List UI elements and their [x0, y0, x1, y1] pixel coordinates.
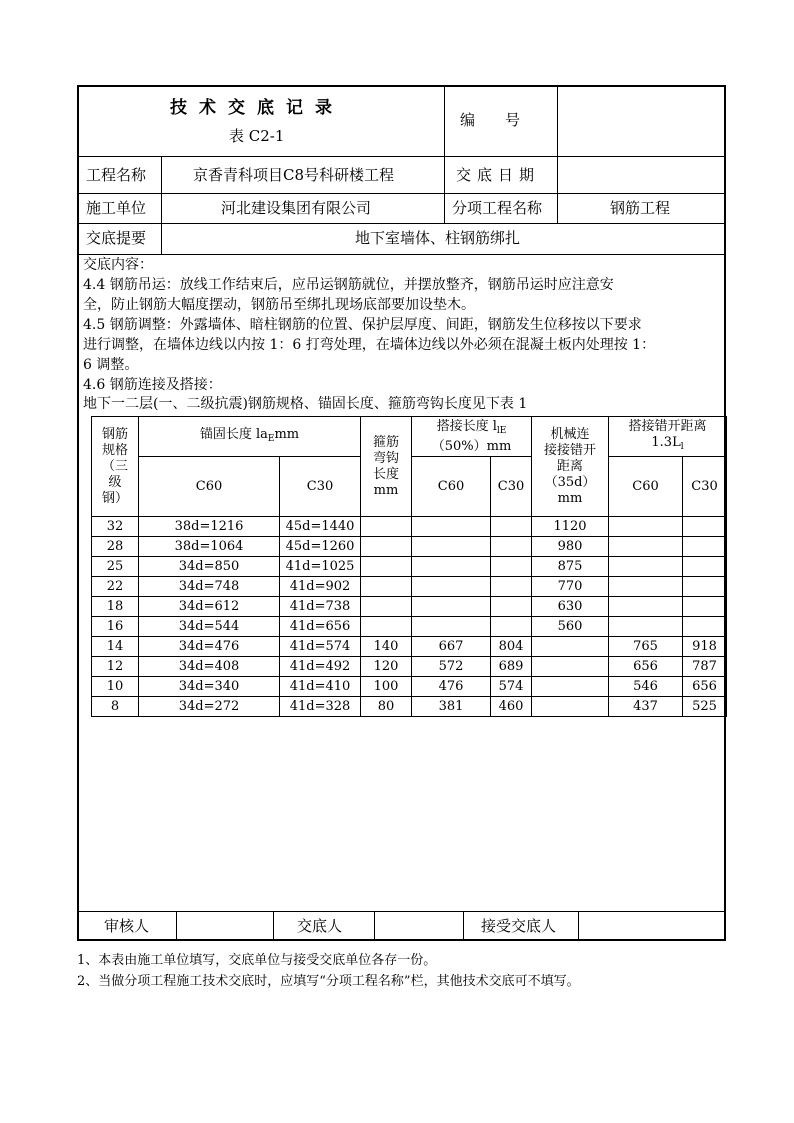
header-text: （50%）mm: [431, 438, 512, 454]
content-line: 4.4 钢筋吊运：放线工作结束后，应吊运钢筋就位，并摆放整齐，钢筋吊运时应注意安: [83, 277, 614, 293]
divider: [77, 193, 726, 194]
cell-stagger-c30: 918: [683, 637, 727, 657]
header-text: 钢筋: [101, 426, 128, 442]
cell-hook-length: [361, 517, 412, 537]
cell-lap-c30: [491, 557, 532, 577]
reviewer-label: 审核人: [104, 917, 150, 935]
form-number: 表 C2-1: [229, 127, 285, 145]
unit-value: 河北建设集团有限公司: [221, 199, 372, 217]
cell-lap-c60: [412, 517, 491, 537]
cell-steel-spec: 18: [92, 597, 139, 617]
header-text: 搭接错开距离: [628, 418, 707, 434]
cell-stagger-c30: [683, 537, 727, 557]
cell-anchor-c30: 45d=1260: [280, 537, 361, 557]
cell-anchor-c60: 34d=408: [139, 657, 280, 677]
header-text: 1.3L: [651, 434, 681, 450]
divider: [578, 911, 579, 941]
header-c30: C30: [491, 457, 532, 517]
cell-steel-spec: 8: [92, 697, 139, 717]
divider: [374, 911, 375, 941]
header-text: mm: [557, 490, 583, 506]
summary-label: 交底提要: [86, 229, 147, 247]
header-c30: C30: [280, 457, 361, 517]
header-steel-spec: [92, 417, 139, 517]
content-line: 全，防止钢筋大幅度摆动，钢筋吊至绑扎现场底部要加设垫木。: [83, 297, 475, 313]
header-text: 接接错开: [543, 442, 596, 458]
discloser-label: 交底人: [297, 917, 343, 935]
header-text: 级: [108, 474, 122, 490]
cell-stagger-c30: [683, 597, 727, 617]
cell-anchor-c60: 34d=612: [139, 597, 280, 617]
divider: [77, 911, 726, 912]
content-line: 地下一二层(一、二级抗震)钢筋规格、锚固长度、箍筋弯钩长度见下表 1: [83, 396, 528, 412]
cell-mech-stagger: 630: [532, 597, 609, 617]
divider: [463, 911, 464, 941]
cell-steel-spec: 32: [92, 517, 139, 537]
cell-stagger-c30: 525: [683, 697, 727, 717]
cell-stagger-c30: 787: [683, 657, 727, 677]
divider: [161, 156, 162, 254]
table-row: [92, 657, 727, 677]
divider: [444, 85, 445, 224]
subscript: l: [680, 441, 684, 452]
cell-lap-c60: [412, 577, 491, 597]
divider: [77, 254, 726, 255]
cell-anchor-c30: 41d=574: [280, 637, 361, 657]
cell-lap-c30: 574: [491, 677, 532, 697]
cell-stagger-c60: [609, 557, 683, 577]
cell-mech-stagger: 980: [532, 537, 609, 557]
cell-steel-spec: 14: [92, 637, 139, 657]
cell-anchor-c30: 41d=738: [280, 597, 361, 617]
header-lap-stagger: [609, 417, 727, 457]
header-text: 箍筋: [372, 434, 399, 450]
cell-anchor-c60: 34d=272: [139, 697, 280, 717]
cell-anchor-c30: 41d=410: [280, 677, 361, 697]
divider: [557, 85, 558, 224]
header-text: 机械连: [550, 426, 590, 442]
cell-anchor-c60: 34d=850: [139, 557, 280, 577]
cell-lap-c30: [491, 537, 532, 557]
cell-lap-c30: 804: [491, 637, 532, 657]
cell-hook-length: [361, 617, 412, 637]
content-heading: 交底内容：: [83, 257, 153, 273]
cell-lap-c60: 476: [412, 677, 491, 697]
cell-lap-c30: [491, 597, 532, 617]
cell-stagger-c30: 656: [683, 677, 727, 697]
cell-anchor-c60: 34d=544: [139, 617, 280, 637]
summary-value: 地下室墙体、柱钢筋绑扎: [355, 229, 521, 247]
sub-project-value: 钢筋工程: [610, 199, 671, 217]
cell-steel-spec: 22: [92, 577, 139, 597]
footnote: 2、当做分项工程施工技术交底时，应填写“分项工程名称”栏，其他技术交底可不填写。: [77, 974, 580, 989]
table-row: [92, 637, 727, 657]
cell-stagger-c60: [609, 617, 683, 637]
cell-anchor-c30: 41d=492: [280, 657, 361, 677]
header-c60: C60: [609, 457, 683, 517]
cell-lap-c30: 689: [491, 657, 532, 677]
content-line: 4.6 钢筋连接及搭接：: [83, 377, 222, 393]
cell-anchor-c60: 34d=476: [139, 637, 280, 657]
cell-stagger-c30: [683, 577, 727, 597]
cell-mech-stagger: [532, 697, 609, 717]
content-line: 进行调整，在墙体边线以内按 1：6 打弯处理，在墙体边线以外必须在混凝土板内处理按 1：: [83, 337, 656, 353]
cell-stagger-c30: [683, 517, 727, 537]
cell-hook-length: [361, 537, 412, 557]
cell-lap-c60: [412, 597, 491, 617]
cell-hook-length: [361, 577, 412, 597]
cell-stagger-c30: [683, 617, 727, 637]
header-c60: C60: [139, 457, 280, 517]
cell-steel-spec: 12: [92, 657, 139, 677]
table-row: [92, 577, 727, 597]
header-text: 规格: [101, 442, 128, 458]
cell-lap-c60: [412, 617, 491, 637]
header-text: mm: [373, 482, 399, 498]
footnote: 1、本表由施工单位填写，交底单位与接受交底单位各存一份。: [77, 953, 437, 968]
divider: [77, 156, 726, 157]
subscript: lE: [496, 425, 507, 436]
sub-project-label: 分项工程名称: [452, 199, 543, 217]
table-row: [92, 697, 727, 717]
cell-mech-stagger: 875: [532, 557, 609, 577]
project-value: 京香青科项目C8号科研楼工程: [193, 166, 395, 184]
cell-stagger-c60: [609, 577, 683, 597]
header-text: 钢）: [101, 490, 128, 506]
cell-steel-spec: 16: [92, 617, 139, 637]
cell-stagger-c60: 765: [609, 637, 683, 657]
header-text: 锚固长度 la: [199, 426, 268, 442]
divider: [77, 223, 726, 224]
cell-lap-c30: [491, 577, 532, 597]
steel-spec-table: [91, 416, 727, 717]
cell-anchor-c60: 38d=1216: [139, 517, 280, 537]
cell-stagger-c60: 437: [609, 697, 683, 717]
divider: [273, 911, 274, 941]
cell-steel-spec: 28: [92, 537, 139, 557]
cell-lap-c60: 667: [412, 637, 491, 657]
cell-hook-length: 120: [361, 657, 412, 677]
cell-stagger-c60: [609, 597, 683, 617]
cell-stagger-c60: 656: [609, 657, 683, 677]
header-text: 距离: [556, 458, 583, 474]
cell-hook-length: 140: [361, 637, 412, 657]
cell-anchor-c30: 41d=328: [280, 697, 361, 717]
header-unit: mm: [274, 426, 300, 442]
cell-lap-c30: 460: [491, 697, 532, 717]
table-row: [92, 537, 727, 557]
cell-lap-c60: [412, 557, 491, 577]
project-label: 工程名称: [86, 166, 147, 184]
cell-mech-stagger: 770: [532, 577, 609, 597]
header-text: （35d）: [544, 474, 596, 490]
cell-stagger-c30: [683, 557, 727, 577]
cell-hook-length: [361, 597, 412, 617]
cell-mech-stagger: 560: [532, 617, 609, 637]
header-text: 搭接长度 l: [436, 418, 497, 434]
cell-lap-c60: 572: [412, 657, 491, 677]
cell-anchor-c60: 34d=748: [139, 577, 280, 597]
cell-lap-c60: [412, 537, 491, 557]
cell-anchor-c30: 45d=1440: [280, 517, 361, 537]
header-c60: C60: [412, 457, 491, 517]
cell-lap-c30: [491, 617, 532, 637]
unit-label: 施工单位: [86, 199, 147, 217]
cell-steel-spec: 25: [92, 557, 139, 577]
content-line: 6 调整。: [83, 357, 139, 373]
receiver-label: 接受交底人: [481, 917, 557, 935]
cell-anchor-c60: 34d=340: [139, 677, 280, 697]
header-c30: C30: [683, 457, 727, 517]
cell-stagger-c60: [609, 517, 683, 537]
header-text: 长度: [372, 466, 399, 482]
form-title: 技术交底记录: [170, 98, 344, 118]
table-row: [92, 597, 727, 617]
table-row: [92, 517, 727, 537]
cell-stagger-c60: [609, 537, 683, 557]
cell-stagger-c60: 546: [609, 677, 683, 697]
cell-mech-stagger: [532, 677, 609, 697]
cell-lap-c30: [491, 517, 532, 537]
table-row: [92, 557, 727, 577]
cell-mech-stagger: [532, 637, 609, 657]
content-line: 4.5 钢筋调整：外露墙体、暗柱钢筋的位置、保护层厚度、间距，钢筋发生位移按以下要求: [83, 317, 642, 333]
cell-steel-spec: 10: [92, 677, 139, 697]
date-label: 交底日期: [456, 166, 541, 184]
divider: [176, 911, 177, 941]
cell-anchor-c30: 41d=656: [280, 617, 361, 637]
cell-hook-length: 100: [361, 677, 412, 697]
subscript: E: [267, 433, 275, 444]
cell-anchor-c60: 38d=1064: [139, 537, 280, 557]
header-anchor-length: [139, 417, 361, 457]
cell-anchor-c30: 41d=902: [280, 577, 361, 597]
serial-label: 编 号: [460, 111, 521, 129]
header-text: （三: [101, 458, 128, 474]
header-mechanical-stagger: [532, 417, 609, 517]
table-row: [92, 617, 727, 637]
cell-mech-stagger: 1120: [532, 517, 609, 537]
cell-hook-length: [361, 557, 412, 577]
cell-hook-length: 80: [361, 697, 412, 717]
table-row: [92, 677, 727, 697]
header-text: 弯钩: [372, 450, 399, 466]
cell-mech-stagger: [532, 657, 609, 677]
header-lap-length: [412, 417, 532, 457]
cell-anchor-c30: 41d=1025: [280, 557, 361, 577]
cell-lap-c60: 381: [412, 697, 491, 717]
header-hook-length: [361, 417, 412, 517]
